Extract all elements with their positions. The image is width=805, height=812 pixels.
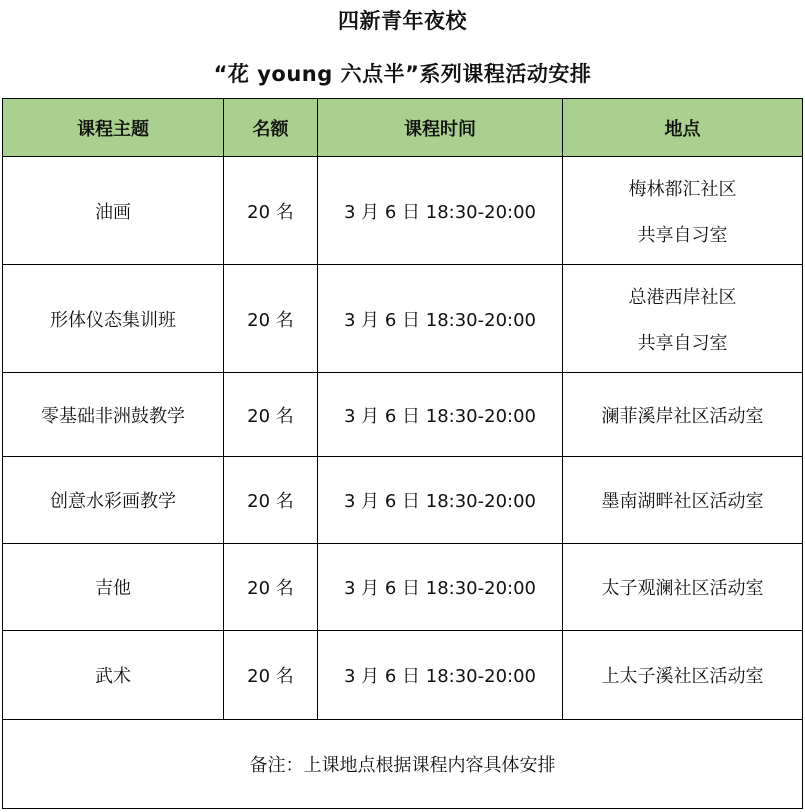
location-line-2: 共享自习室 (637, 332, 728, 354)
table-row (3, 631, 803, 720)
course-location (563, 157, 803, 265)
table-row (3, 544, 803, 631)
location-line-1: 总港西岸社区 (628, 286, 737, 308)
course-topic: 武术 (3, 631, 224, 720)
course-schedule-table (2, 98, 803, 809)
course-quota: 20 名 (224, 631, 318, 720)
course-location: 澜菲溪岸社区活动室 (563, 373, 803, 457)
course-quota: 20 名 (224, 157, 318, 265)
document-title: 四新青年夜校 (338, 9, 467, 33)
table-row (3, 265, 803, 373)
location-line-2: 共享自习室 (637, 224, 728, 246)
schedule-note: 备注：上课地点根据课程内容具体安排 (3, 720, 803, 809)
course-time: 3 月 6 日 18:30-20:00 (318, 631, 563, 720)
course-location (563, 265, 803, 373)
location-line-1: 梅林都汇社区 (628, 178, 737, 200)
header-topic: 课程主题 (3, 99, 224, 157)
document-subtitle: “花 young 六点半”系列课程活动安排 (213, 62, 592, 86)
course-topic: 形体仪态集训班 (3, 265, 224, 373)
header-quota: 名额 (224, 99, 318, 157)
course-quota: 20 名 (224, 457, 318, 544)
course-topic: 油画 (3, 157, 224, 265)
header-location: 地点 (563, 99, 803, 157)
course-time: 3 月 6 日 18:30-20:00 (318, 457, 563, 544)
course-topic: 创意水彩画教学 (3, 457, 224, 544)
course-time: 3 月 6 日 18:30-20:00 (318, 373, 563, 457)
course-location: 太子观澜社区活动室 (563, 544, 803, 631)
table-row (3, 373, 803, 457)
course-topic: 零基础非洲鼓教学 (3, 373, 224, 457)
course-time: 3 月 6 日 18:30-20:00 (318, 265, 563, 373)
course-location: 上太子溪社区活动室 (563, 631, 803, 720)
course-location: 墨南湖畔社区活动室 (563, 457, 803, 544)
course-quota: 20 名 (224, 265, 318, 373)
course-time: 3 月 6 日 18:30-20:00 (318, 157, 563, 265)
table-row (3, 157, 803, 265)
course-quota: 20 名 (224, 373, 318, 457)
course-topic: 吉他 (3, 544, 224, 631)
header-time: 课程时间 (318, 99, 563, 157)
table-header-row (3, 99, 803, 157)
course-time: 3 月 6 日 18:30-20:00 (318, 544, 563, 631)
table-row (3, 457, 803, 544)
course-quota: 20 名 (224, 544, 318, 631)
table-note-row (3, 720, 803, 809)
